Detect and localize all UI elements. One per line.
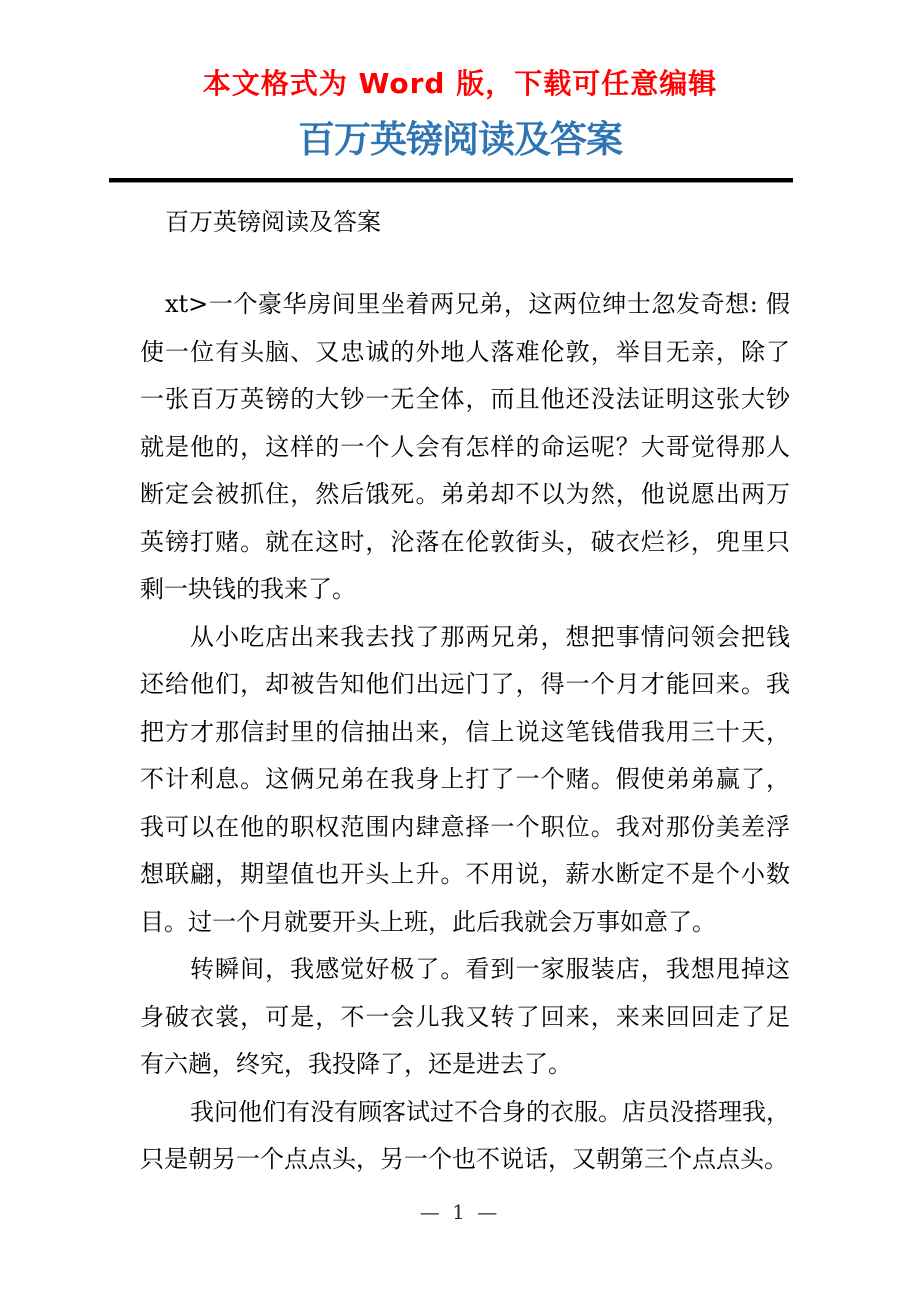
document-body xyxy=(140,198,790,1184)
body-line: 从小吃店出来我去找了那两兄弟，想把事情问领会把钱 xyxy=(190,622,790,651)
blank-line xyxy=(140,246,790,281)
format-notice: 本文格式为 Word 版，下载可任意编辑 xyxy=(202,67,718,100)
body-line: 有六趟，终究，我投降了，还是进去了。 xyxy=(140,1050,572,1078)
paragraph-3 xyxy=(140,946,790,1089)
document-title: 百万英镑阅读及答案 xyxy=(298,118,622,161)
subtitle-line: 百万英镑阅读及答案 xyxy=(165,208,381,236)
page-number: — 1 — xyxy=(419,1200,501,1224)
body-line: 我问他们有没有顾客试过不合身的衣服。店员没搭理我， xyxy=(190,1097,790,1126)
paragraph-2 xyxy=(140,614,790,947)
body-line: 身破衣裳，可是，不一会儿我又转了回来，来来回回走了足 xyxy=(140,1002,790,1031)
body-line: 目。过一个月就要开头上班，此后我就会万事如意了。 xyxy=(140,907,716,936)
body-line: 使一位有头脑、又忠诚的外地人落难伦敦，举目无亲，除了 xyxy=(140,337,790,366)
body-line: 转瞬间，我感觉好极了。看到一家服装店，我想甩掉这 xyxy=(190,955,790,983)
body-line: 我可以在他的职权范围内肆意择一个职位。我对那份美差浮 xyxy=(140,812,790,841)
body-line: 想联翩，期望值也开头上升。不用说，薪水断定不是个小数 xyxy=(140,860,790,888)
paragraph-1 xyxy=(140,281,790,614)
body-line: 剩一块钱的我来了。 xyxy=(140,575,356,603)
body-line: xt>一个豪华房间里坐着两兄弟，这两位绅士忽发奇想: 假 xyxy=(165,290,790,318)
paragraph-4 xyxy=(140,1089,790,1184)
body-line: 不计利息。这俩兄弟在我身上打了一个赌。假使弟弟赢了， xyxy=(140,765,790,793)
body-line: 还给他们，却被告知他们出远门了，得一个月才能回来。我 xyxy=(140,670,790,698)
body-line: 把方才那信封里的信抽出来，信上说这笔钱借我用三十天， xyxy=(140,717,790,746)
body-line: 只是朝另一个点点头，另一个也不说话，又朝第三个点点头。 xyxy=(140,1145,788,1173)
body-line: 断定会被抓住，然后饿死。弟弟却不以为然，他说愿出两万 xyxy=(140,480,790,508)
body-line: 英镑打赌。就在这时，沦落在伦敦街头，破衣烂衫，兜里只 xyxy=(140,527,790,556)
body-line: 一张百万英镑的大钞一无全体，而且他还没法证明这张大钞 xyxy=(140,385,790,413)
title-underline-rule xyxy=(109,178,793,183)
body-line: 就是他的，这样的一个人会有怎样的命运呢？大哥觉得那人 xyxy=(140,432,790,461)
